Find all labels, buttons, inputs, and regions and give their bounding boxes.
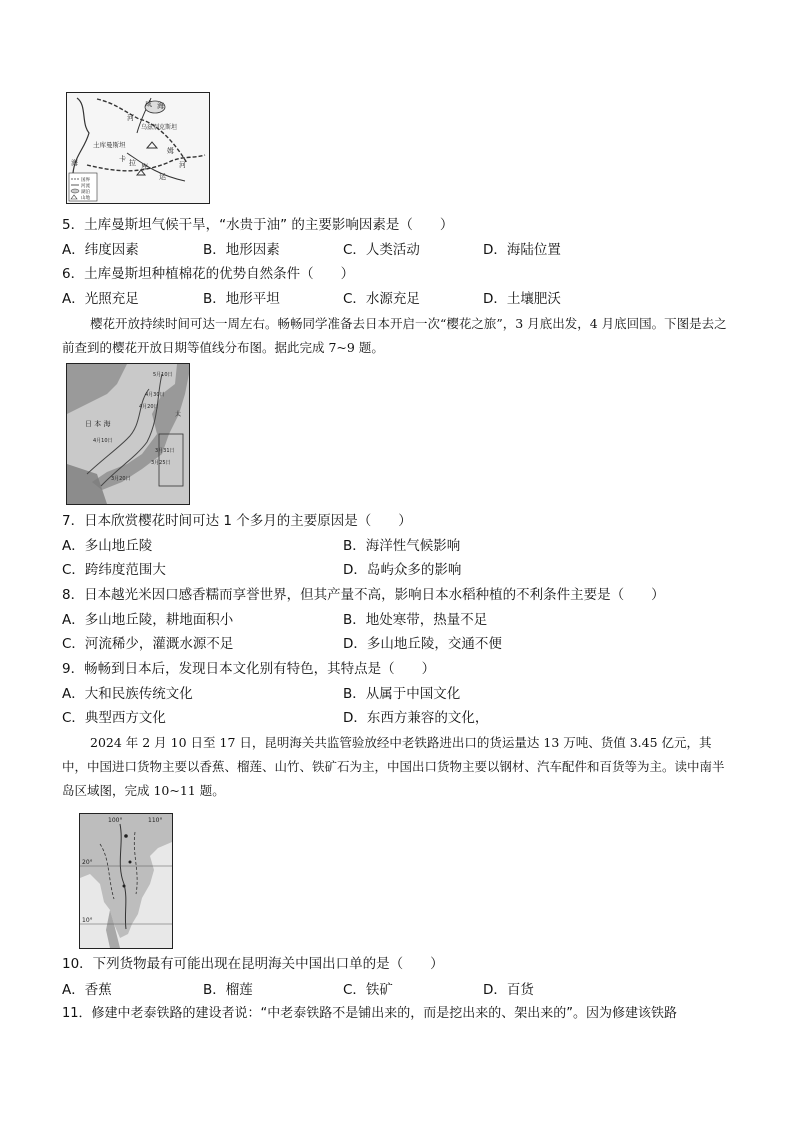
intro-japan: 樱花开放持续时间可达一周左右。畅畅同学准备去日本开启一次“樱花之旅”，3 月底出发，4 月底回国。下图是去之前查到的樱花开放日期等值线分布图。据此完成 7~9 题。 xyxy=(62,316,727,355)
q8-option-d[interactable]: D．多山地丘陵，交通不便 xyxy=(343,636,502,652)
svg-text:5月10日: 5月10日 xyxy=(153,372,173,378)
map-label: 海 xyxy=(71,159,78,167)
question-6-stem: 6．土库曼斯坦种植棉花的优势自然条件（ ） xyxy=(62,266,355,282)
question-8-stem: 8．日本越光米因口感香糯而享誉世界，但其产量不高，影响日本水稻种植的不利条件主要是（ ） xyxy=(62,587,665,603)
svg-text:太: 太 xyxy=(175,411,182,418)
svg-text:日 本 海: 日 本 海 xyxy=(85,420,111,428)
map-label: 卡 xyxy=(119,155,126,163)
q8-option-b[interactable]: B．地处寒带，热量不足 xyxy=(343,612,488,628)
q10-option-a[interactable]: A．香蕉 xyxy=(62,982,112,998)
q6-option-b[interactable]: B．地形平坦 xyxy=(203,291,280,307)
question-5-stem: 5．土库曼斯坦气候干旱，“水贵于油” 的主要影响因素是（ ） xyxy=(62,217,454,233)
q7-option-b[interactable]: B．海洋性气候影响 xyxy=(343,538,461,554)
q5-option-b[interactable]: B．地形因素 xyxy=(203,242,280,258)
q10-option-d[interactable]: D．百货 xyxy=(483,982,534,998)
q5-option-c[interactable]: C．人类活动 xyxy=(343,242,420,258)
map-label: 海 xyxy=(157,102,164,110)
svg-text:20°: 20° xyxy=(82,859,93,866)
svg-text:3月25日: 3月25日 xyxy=(151,460,171,466)
map-label: 库 xyxy=(141,163,148,171)
japan-cherry-blossom-map xyxy=(66,363,190,505)
question-11-stem: 11．修建中老泰铁路的建设者说：“中老泰铁路不是铺出来的，而是挖出来的、架出来的”。因为修建该铁路 xyxy=(62,1006,678,1021)
svg-text:国界: 国界 xyxy=(81,178,90,183)
question-9-stem: 9．畅畅到日本后，发现日本文化别有特色，其特点是（ ） xyxy=(62,661,436,677)
map-label: 咸 xyxy=(145,100,152,108)
turkmenistan-map xyxy=(66,92,210,204)
svg-text:3月20日: 3月20日 xyxy=(111,476,131,482)
svg-text:3月31日: 3月31日 xyxy=(155,448,175,454)
q7-option-c[interactable]: C．跨纬度范围大 xyxy=(62,562,166,578)
intro-china-laos-railway: 2024 年 2 月 10 日至 17 日，昆明海关共监管验放经中老铁路进出口的货运量达 13 万吨、货值 3.45 亿元，其中，中国进口货物主要以香蕉、榴莲、山竹、铁矿石为主，中国出口货物主要以钢材、汽车配件和百货等为主。读中南半岛区域图，完成 10~11 题。 xyxy=(62,735,725,798)
question-10-stem: 10．下列货物最有可能出现在昆明海关中国出口单的是（ ） xyxy=(62,956,444,972)
q9-option-a[interactable]: A．大和民族传统文化 xyxy=(62,686,193,702)
q5-option-a[interactable]: A．纬度因素 xyxy=(62,242,139,258)
svg-text:河流: 河流 xyxy=(81,184,90,189)
svg-text:110°: 110° xyxy=(148,817,163,824)
svg-text:100°: 100° xyxy=(108,817,123,824)
svg-text:4月30日: 4月30日 xyxy=(145,392,165,398)
svg-text:山地: 山地 xyxy=(81,196,90,201)
q7-option-d[interactable]: D．岛屿众多的影响 xyxy=(343,562,462,578)
q10-option-b[interactable]: B．榴莲 xyxy=(203,982,253,998)
q9-option-c[interactable]: C．典型西方文化 xyxy=(62,710,166,726)
map-label: 姆 xyxy=(167,147,174,155)
svg-text:湖泊: 湖泊 xyxy=(81,190,90,195)
q9-option-b[interactable]: B．从属于中国文化 xyxy=(343,686,461,702)
q6-option-c[interactable]: C．水源充足 xyxy=(343,291,420,307)
q10-option-c[interactable]: C．铁矿 xyxy=(343,982,393,998)
svg-text:10°: 10° xyxy=(82,917,93,924)
map-label: 土库曼斯坦 xyxy=(93,141,126,149)
question-7-stem: 7．日本欣赏樱花时间可达 1 个多月的主要原因是（ ） xyxy=(62,513,412,529)
map-legend xyxy=(69,173,97,201)
q8-option-a[interactable]: A．多山地丘陵，耕地面积小 xyxy=(62,612,234,628)
map-label: 乌兹别克斯坦 xyxy=(141,124,178,131)
q6-option-a[interactable]: A．光照充足 xyxy=(62,291,139,307)
q5-option-d[interactable]: D．海陆位置 xyxy=(483,242,561,258)
map-label: 河 xyxy=(127,114,134,122)
map-label: 河 xyxy=(179,161,186,169)
map-label: 拉 xyxy=(129,159,136,167)
q9-option-d[interactable]: D．东西方兼容的文化， xyxy=(343,710,489,726)
indochina-peninsula-map xyxy=(79,813,173,949)
svg-text:4月20日: 4月20日 xyxy=(139,404,159,410)
map-label: 运 xyxy=(159,173,166,181)
q8-option-c[interactable]: C．河流稀少，灌溉水源不足 xyxy=(62,636,234,652)
q7-option-a[interactable]: A．多山地丘陵 xyxy=(62,538,153,554)
q6-option-d[interactable]: D．土壤肥沃 xyxy=(483,291,561,307)
svg-text:4月10日: 4月10日 xyxy=(93,438,113,444)
